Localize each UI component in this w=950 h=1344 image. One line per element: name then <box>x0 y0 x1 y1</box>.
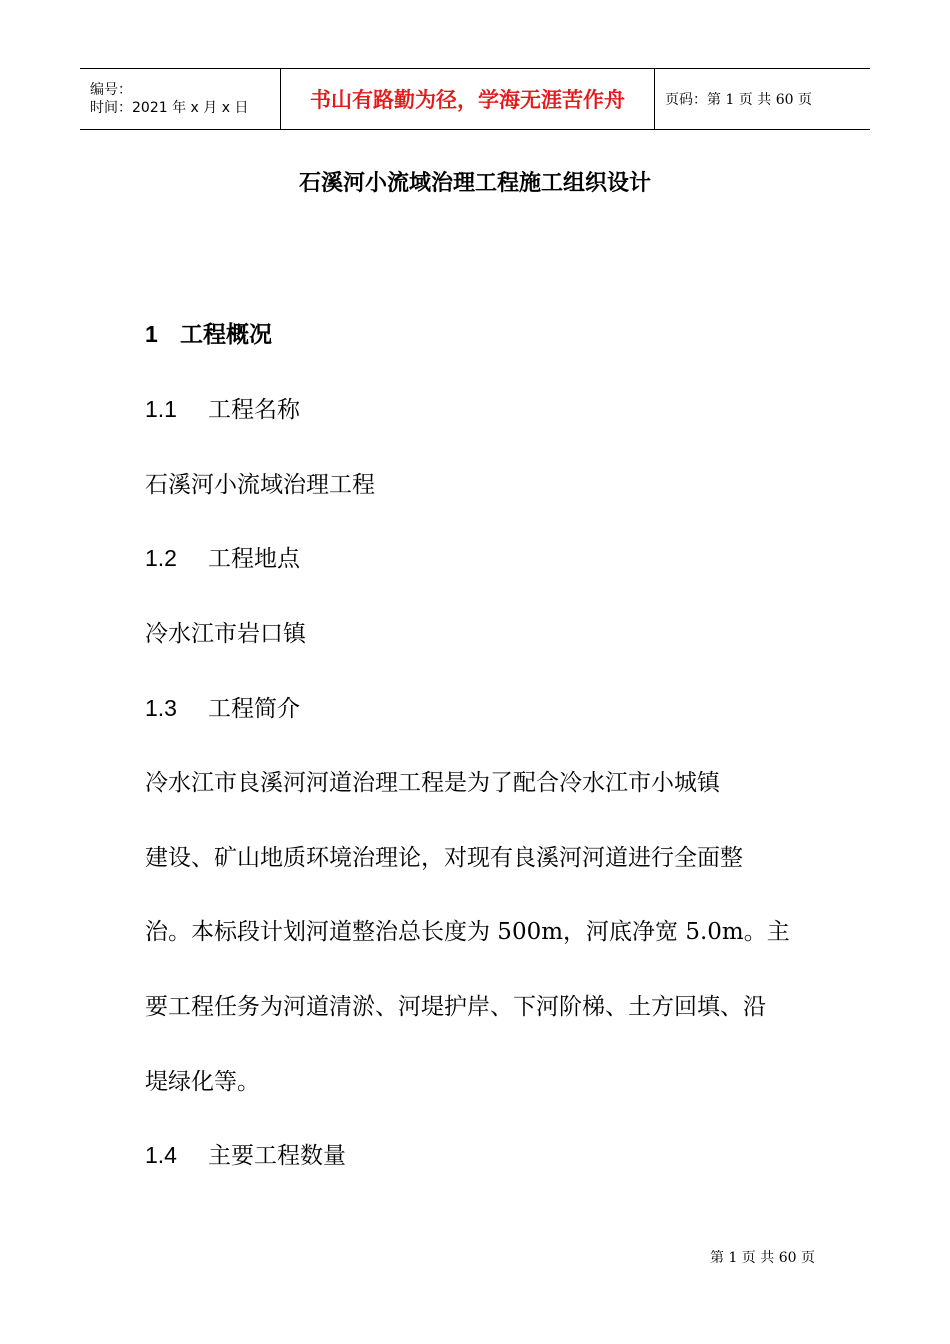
paragraph-line: 建设、矿山地质环境治理论，对现有良溪河河道进行全面整 <box>145 845 743 871</box>
header-motto <box>281 69 655 129</box>
section-title: 工程概况 <box>180 322 272 348</box>
header-page-info <box>655 69 870 129</box>
section-number: 1.4 <box>145 1142 177 1168</box>
document-title: 石溪河小流域治理工程施工组织设计 <box>298 170 651 196</box>
section-title: 工程地点 <box>208 546 300 572</box>
section-heading-1-4 <box>145 1137 346 1170</box>
section-body-1-1: 石溪河小流域治理工程 <box>145 472 375 498</box>
header-page-label: 页码：第 1 页 共 60 页 <box>665 92 812 108</box>
section-body-1-2: 冷水江市岩口镇 <box>145 621 306 647</box>
page-header <box>80 68 870 130</box>
section-title: 工程简介 <box>208 696 300 722</box>
section-heading-1-1 <box>145 391 300 424</box>
section-number: 1.1 <box>145 396 177 422</box>
section-number: 1 <box>145 321 158 347</box>
paragraph-line: 要工程任务为河道清淤、河堤护岸、下河阶梯、土方回填、沿 <box>145 994 766 1020</box>
section-title: 主要工程数量 <box>208 1143 346 1169</box>
header-meta <box>80 69 281 129</box>
paragraph-line: 堤绿化等。 <box>145 1069 260 1095</box>
section-number: 1.2 <box>145 545 177 571</box>
header-time-label: 时间：2021 年 x 月 x 日 <box>90 100 249 116</box>
section-heading-1 <box>145 316 272 349</box>
header-number-label: 编号： <box>90 82 132 98</box>
section-title: 工程名称 <box>208 397 300 423</box>
section-heading-1-2 <box>145 540 300 573</box>
paragraph-line: 冷水江市良溪河河道治理工程是为了配合冷水江市小城镇 <box>145 770 720 796</box>
page-footer: 第 1 页 共 60 页 <box>710 1250 815 1266</box>
paragraph-line: 治。本标段计划河道整治总长度为 500m，河底净宽 5.0m。主 <box>145 919 790 945</box>
section-number: 1.3 <box>145 695 177 721</box>
motto-text: 书山有路勤为径，学海无涯苦作舟 <box>310 88 625 112</box>
section-heading-1-3 <box>145 690 300 723</box>
